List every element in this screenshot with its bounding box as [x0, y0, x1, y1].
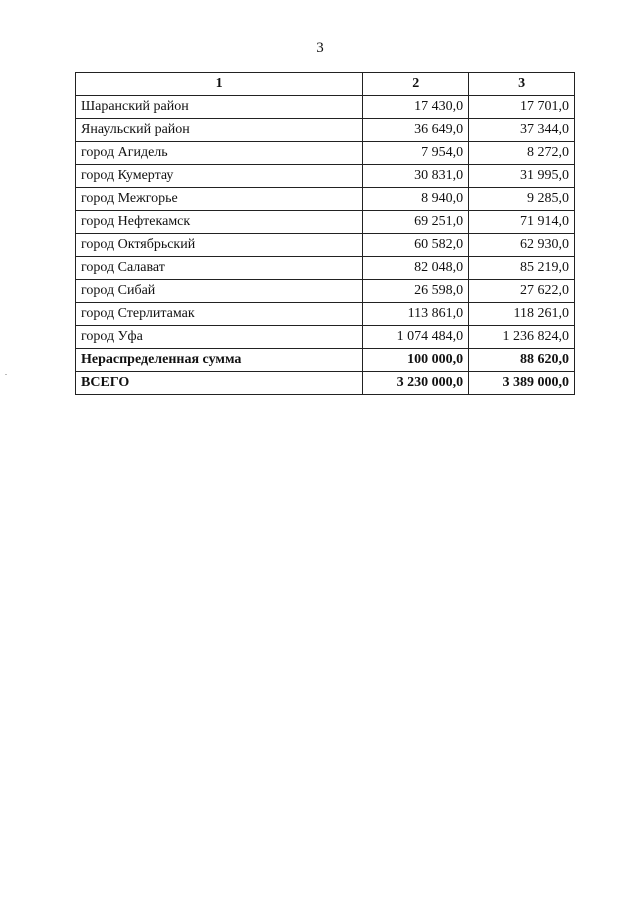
- municipality-name: город Уфа: [76, 326, 363, 349]
- municipality-name: город Октябрьский: [76, 234, 363, 257]
- amount-column-2: 8 940,0: [363, 188, 469, 211]
- amount-column-3: 17 701,0: [469, 96, 575, 119]
- margin-mark: [5, 374, 7, 375]
- table-row: [76, 165, 575, 188]
- amount-column-2: 26 598,0: [363, 280, 469, 303]
- amount-column-2: 113 861,0: [363, 303, 469, 326]
- amount-column-3: 37 344,0: [469, 119, 575, 142]
- table-body: [76, 96, 575, 395]
- municipality-name: Янаульский район: [76, 119, 363, 142]
- amount-column-3: 8 272,0: [469, 142, 575, 165]
- amount-column-2: 69 251,0: [363, 211, 469, 234]
- amount-column-3: 31 995,0: [469, 165, 575, 188]
- total-amount-column-2: 3 230 000,0: [363, 372, 469, 395]
- column-header-2: 2: [363, 73, 469, 96]
- amount-column-3: 85 219,0: [469, 257, 575, 280]
- amount-column-3: 71 914,0: [469, 211, 575, 234]
- header-row: [76, 73, 575, 96]
- amount-column-2: 60 582,0: [363, 234, 469, 257]
- table-row: [76, 303, 575, 326]
- municipality-name: город Стерлитамак: [76, 303, 363, 326]
- municipality-name: город Нефтекамск: [76, 211, 363, 234]
- unallocated-amount-column-3: 88 620,0: [469, 349, 575, 372]
- table-row: [76, 234, 575, 257]
- column-header-1: 1: [76, 73, 363, 96]
- unallocated-sum-label: Нераспределенная сумма: [76, 349, 363, 372]
- table-row: [76, 96, 575, 119]
- municipality-name: город Кумертау: [76, 165, 363, 188]
- table-row: [76, 326, 575, 349]
- amount-column-2: 17 430,0: [363, 96, 469, 119]
- table-row: [76, 142, 575, 165]
- municipality-name: город Агидель: [76, 142, 363, 165]
- amount-column-3: 27 622,0: [469, 280, 575, 303]
- amount-column-3: 118 261,0: [469, 303, 575, 326]
- table-row: [76, 188, 575, 211]
- table-row: [76, 257, 575, 280]
- unallocated-sum-row: [76, 349, 575, 372]
- table-row: [76, 280, 575, 303]
- amount-column-3: 62 930,0: [469, 234, 575, 257]
- municipality-name: город Межгорье: [76, 188, 363, 211]
- amount-column-3: 9 285,0: [469, 188, 575, 211]
- municipality-name: Шаранский район: [76, 96, 363, 119]
- amount-column-3: 1 236 824,0: [469, 326, 575, 349]
- table-row: [76, 119, 575, 142]
- amount-column-2: 82 048,0: [363, 257, 469, 280]
- total-amount-column-3: 3 389 000,0: [469, 372, 575, 395]
- amount-column-2: 7 954,0: [363, 142, 469, 165]
- amount-column-2: 30 831,0: [363, 165, 469, 188]
- amount-column-2: 36 649,0: [363, 119, 469, 142]
- table-row: [76, 211, 575, 234]
- column-header-3: 3: [469, 73, 575, 96]
- budget-distribution-table: [75, 72, 575, 395]
- total-label: ВСЕГО: [76, 372, 363, 395]
- municipality-name: город Салават: [76, 257, 363, 280]
- municipality-name: город Сибай: [76, 280, 363, 303]
- page-number: 3: [316, 40, 324, 56]
- unallocated-amount-column-2: 100 000,0: [363, 349, 469, 372]
- table-header: [76, 73, 575, 96]
- amount-column-2: 1 074 484,0: [363, 326, 469, 349]
- total-row: [76, 372, 575, 395]
